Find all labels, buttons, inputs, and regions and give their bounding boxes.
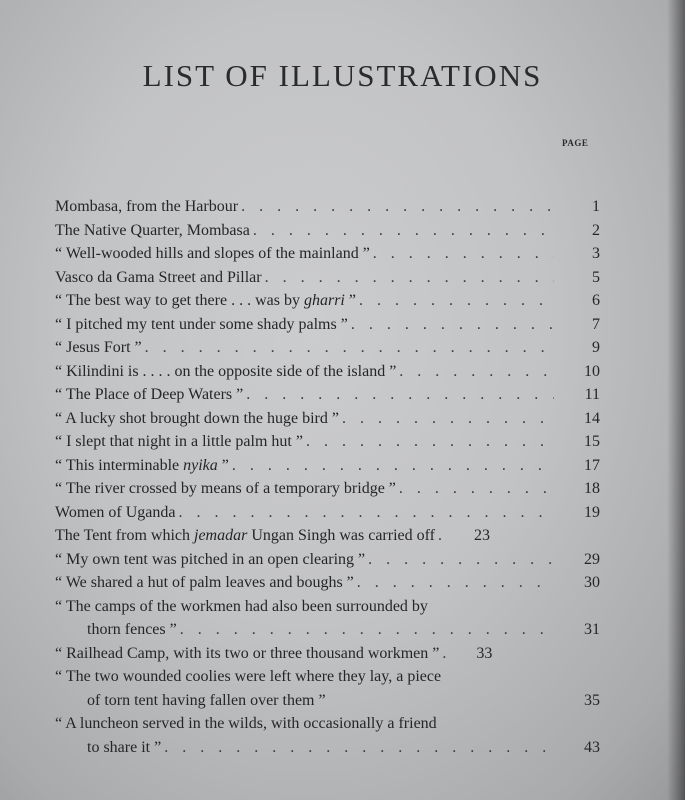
- entry-page-number: 15: [584, 433, 600, 450]
- entry-title-line-2: of torn tent having fallen over them ”: [87, 691, 326, 709]
- entry-page-number: 10: [584, 362, 600, 380]
- entry-page-number: 7: [592, 315, 600, 333]
- entry-page-number: 29: [584, 550, 600, 568]
- entry-italic-term: nyika: [183, 456, 218, 474]
- entry-title: The Tent from which jemadar Ungan Singh was carried off: [55, 527, 435, 544]
- entry-title-line-2: to share it ”: [87, 738, 162, 756]
- entry-title: “ Jesus Fort ”: [55, 339, 142, 356]
- entry-page-number: 23: [473, 527, 490, 544]
- entry-page-number: 9: [592, 339, 600, 356]
- entry-page-number: 19: [584, 503, 600, 521]
- list-entry: [55, 336, 600, 360]
- entry-title: “ This interminable nyika ”: [55, 456, 229, 474]
- entry-title: “ Kilindini is . . . . on the opposite side of the island ”: [55, 362, 397, 380]
- entry-page-number: 14: [584, 409, 600, 427]
- list-entry: [55, 430, 600, 454]
- entry-page-number: 30: [584, 574, 600, 591]
- entry-title: “ The river crossed by means of a temporary bridge ”: [55, 480, 396, 497]
- page-column-header: PAGE: [562, 138, 589, 148]
- list-entry: [55, 407, 600, 431]
- list-entry: [55, 642, 600, 666]
- list-entry: [55, 477, 600, 501]
- list-entry: [55, 313, 600, 337]
- entry-title: “ I pitched my tent under some shady palms ”: [55, 315, 348, 333]
- entry-page-number: 3: [592, 245, 600, 262]
- entry-title: “ We shared a hut of palm leaves and boughs ”: [55, 574, 354, 591]
- entry-title: “ A lucky shot brought down the huge bird ”: [55, 409, 339, 427]
- list-entry: [55, 360, 600, 384]
- list-entry: [55, 665, 600, 712]
- list-entry: [55, 266, 600, 290]
- list-entry: [55, 383, 600, 407]
- entry-title: “ My own tent was pitched in an open clearing ”: [55, 550, 366, 568]
- entry-page-number: 5: [592, 268, 600, 286]
- entry-page-number: 11: [584, 386, 600, 403]
- list-entry: [55, 195, 600, 219]
- entry-page-number: 17: [584, 456, 600, 474]
- entry-page-number: 1: [592, 198, 600, 215]
- entry-page-number: 2: [592, 221, 600, 239]
- entry-title: “ I slept that night in a little palm hut ”: [55, 433, 303, 450]
- entry-page-number: 31: [584, 621, 600, 638]
- list-entry: [55, 712, 600, 759]
- entry-title: Vasco da Gama Street and Pillar: [55, 268, 262, 286]
- entry-title: “ Railhead Camp, with its two or three thousand workmen ”: [55, 644, 440, 662]
- illustrations-list: [55, 195, 600, 759]
- list-entry: [55, 595, 600, 642]
- entry-title-line-1: “ The two wounded coolies were left where they lay, a piece: [55, 668, 442, 685]
- list-entry: [55, 524, 600, 548]
- list-entry: [55, 289, 600, 313]
- list-entry: [55, 571, 600, 595]
- entry-page-number: 33: [476, 644, 493, 662]
- list-entry: [55, 219, 600, 243]
- entry-page-number: 18: [584, 480, 600, 497]
- entry-title: Women of Uganda: [55, 503, 176, 521]
- entry-page-number: 35: [584, 691, 600, 709]
- entry-italic-term: jemadar: [194, 527, 248, 544]
- entry-page-number: 43: [584, 738, 600, 756]
- entry-page-number: 6: [592, 292, 600, 309]
- entry-title: Mombasa, from the Harbour: [55, 198, 239, 215]
- entry-title-line-1: “ A luncheon served in the wilds, with occasionally a friend: [55, 715, 437, 732]
- page-edge-shadow: [667, 0, 685, 800]
- list-entry: [55, 454, 600, 478]
- entry-title: “ The Place of Deep Waters ”: [55, 386, 244, 403]
- entry-italic-term: gharri: [303, 292, 345, 309]
- list-entry: [55, 501, 600, 525]
- entry-title: The Native Quarter, Mombasa: [55, 221, 250, 239]
- list-entry: [55, 548, 600, 572]
- entry-title-line-2: thorn fences ”: [87, 621, 177, 638]
- entry-title: “ Well-wooded hills and slopes of the mainland ”: [55, 245, 370, 262]
- entry-title-line-1: “ The camps of the workmen had also been surrounded by: [55, 597, 428, 615]
- list-entry: [55, 242, 600, 266]
- entry-title: “ The best way to get there . . . was by gharri ”: [55, 292, 356, 309]
- page-title: LIST OF ILLUSTRATIONS: [142, 58, 543, 93]
